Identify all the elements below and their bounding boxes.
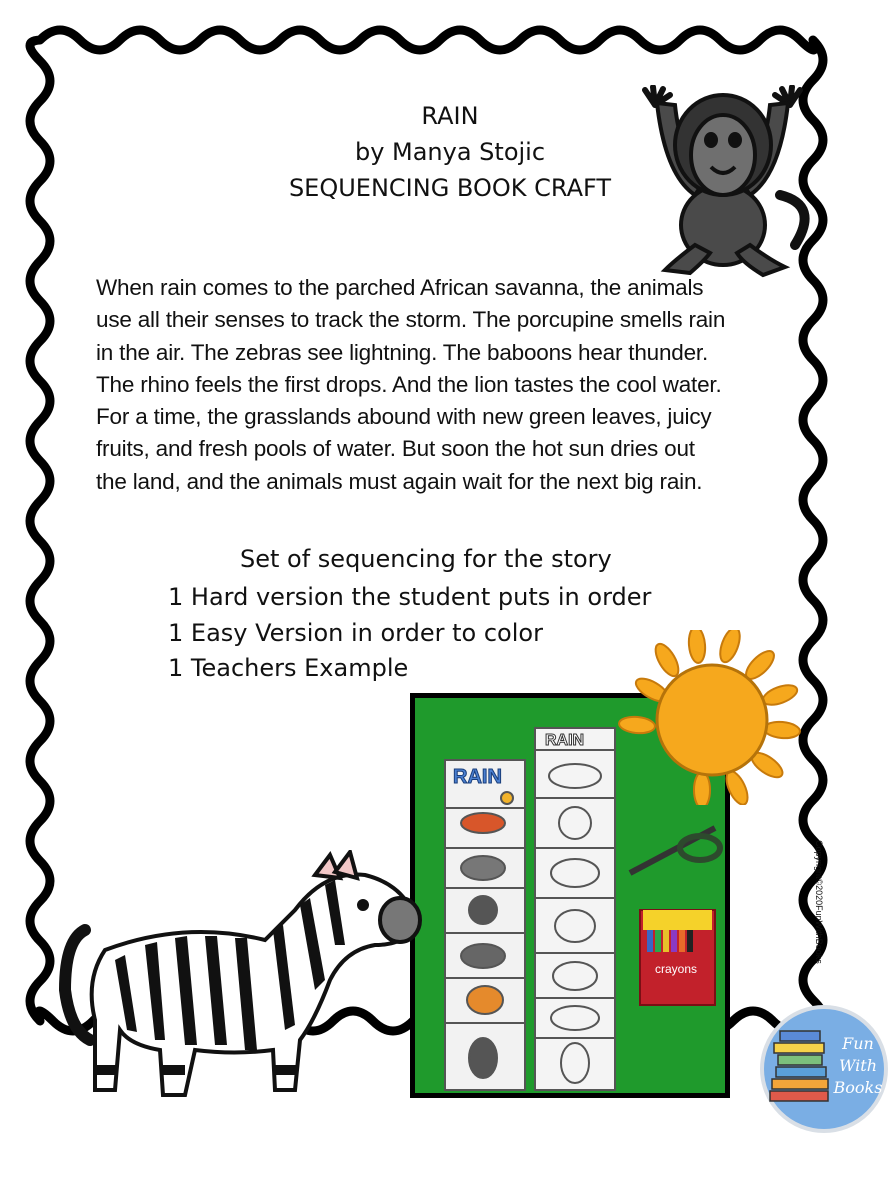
title-line-author: by Manya Stojic bbox=[354, 138, 546, 166]
logo-line-with: With bbox=[838, 1056, 877, 1075]
right-book-label: RAIN bbox=[545, 732, 585, 749]
description-line: For a time, the grasslands abound with new green leaves, juicy bbox=[96, 404, 712, 430]
set-item-teacher: 1 Teachers Example bbox=[168, 654, 409, 682]
description-line: use all their senses to track the storm. The porcupine smells rain bbox=[96, 307, 726, 333]
set-list bbox=[168, 580, 651, 687]
set-item-hard: 1 Hard version the student puts in order bbox=[168, 583, 652, 611]
monkey-illustration bbox=[635, 85, 810, 280]
set-item-easy: 1 Easy Version in order to color bbox=[168, 618, 543, 647]
left-book-strip bbox=[445, 760, 525, 1090]
logo-line-books: Books bbox=[833, 1078, 883, 1097]
left-book-label: RAIN bbox=[453, 766, 502, 788]
crayons-label: crayons bbox=[655, 962, 698, 976]
set-title: Set of sequencing for the story bbox=[240, 545, 612, 573]
description-line: the land, and the animals must again wait for the next big rain. bbox=[96, 468, 703, 494]
zebra-illustration bbox=[45, 850, 425, 1115]
logo-text bbox=[828, 1033, 888, 1099]
crayons-box bbox=[640, 910, 715, 1005]
copyright-text: Copyright©2020FunWithBooks bbox=[814, 840, 824, 964]
title-line-craft: SEQUENCING BOOK CRAFT bbox=[288, 174, 612, 202]
description-line: fruits, and fresh pools of water. But soon the hot sun dries out bbox=[96, 436, 695, 462]
copyright-notice bbox=[808, 840, 828, 1000]
description-line: When rain comes to the parched African savanna, the animals bbox=[96, 275, 704, 300]
sun-illustration bbox=[612, 630, 802, 805]
story-description bbox=[96, 272, 816, 498]
page-title bbox=[200, 98, 700, 206]
title-line-book: RAIN bbox=[421, 102, 479, 130]
description-line: in the air. The zebras see lightning. The baboons hear thunder. bbox=[96, 339, 709, 365]
fun-with-books-logo bbox=[760, 1005, 888, 1133]
description-line: The rhino feels the first drops. And the lion tastes the cool water. bbox=[96, 371, 722, 397]
logo-line-fun: Fun bbox=[842, 1034, 874, 1053]
right-book-strip bbox=[535, 728, 615, 1090]
